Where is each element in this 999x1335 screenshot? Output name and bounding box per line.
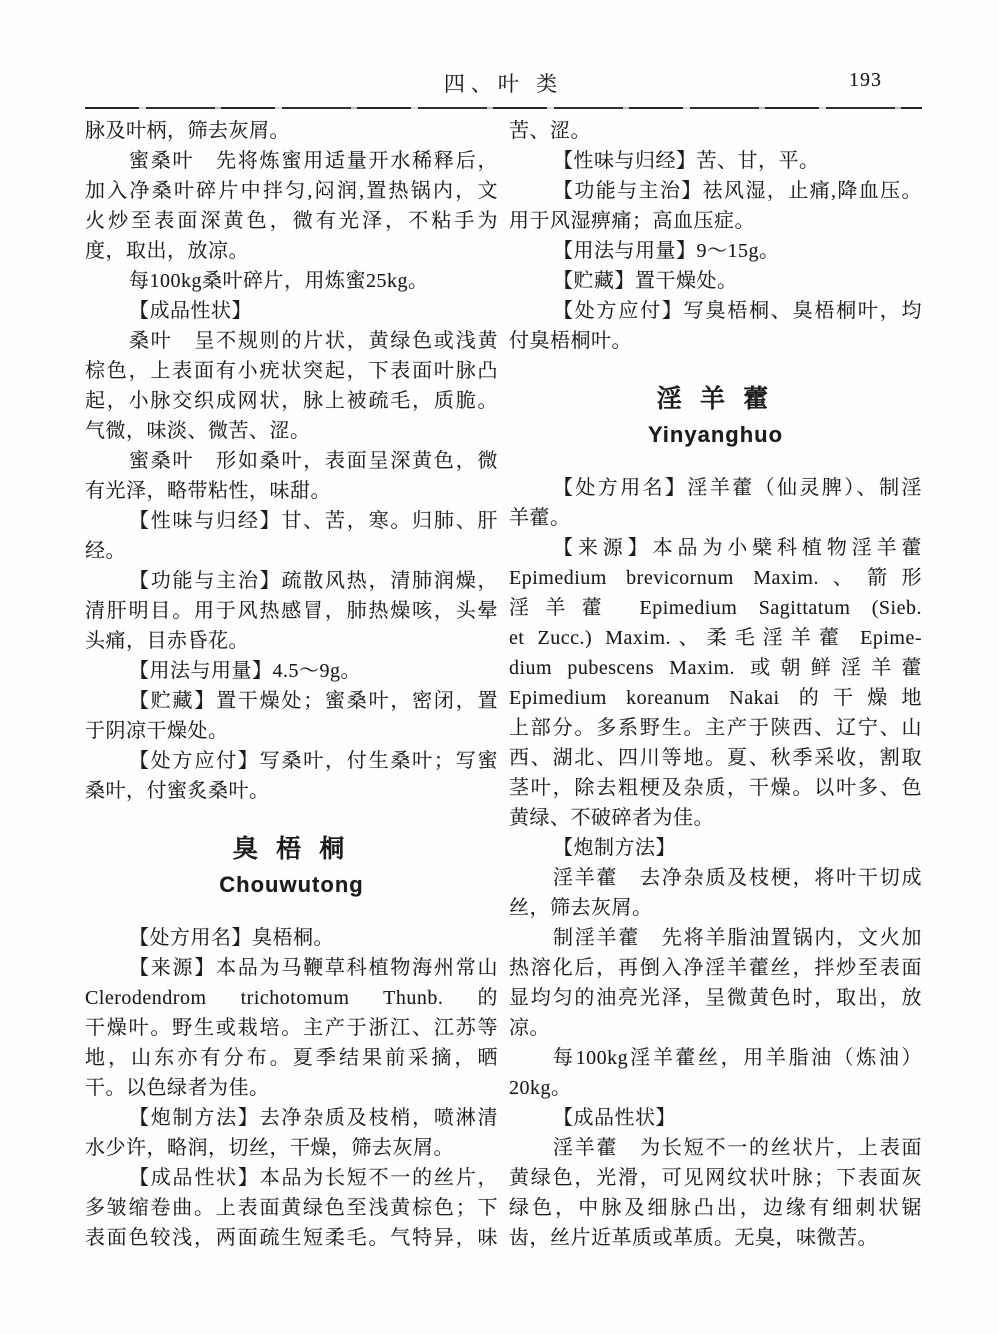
text-line: 臭 梧 桐 <box>232 836 351 863</box>
text-line: 苦、涩。 <box>509 120 591 142</box>
text-line: 羊藿。 <box>509 507 571 529</box>
text-line: 蜜桑叶 形如桑叶，表面呈深黄色，微 <box>129 450 498 472</box>
text-line: 【炮制方法】 <box>553 837 676 859</box>
text-line: 水少许，略润，切丝，干燥，筛去灰屑。 <box>85 1137 454 1159</box>
text-line: 清肝明目。用于风热感冒，肺热燥咳，头晕 <box>85 600 498 622</box>
text-line: 淫羊藿 为长短不一的丝状片，上表面 <box>553 1137 922 1159</box>
text-line: 桑叶 呈不规则的片状，黄绿色或浅黄 <box>129 330 498 352</box>
text-line: 蜜桑叶 先将炼蜜用适量开水稀释后， <box>129 150 498 172</box>
text-line: 【成品性状】本品为长短不一的丝片， <box>129 1167 498 1189</box>
text-line: 有光泽，略带粘性，味甜。 <box>85 480 331 502</box>
text-line: 【来源】本品为小檗科植物淫羊藿 <box>553 537 922 559</box>
text-line: Chouwutong <box>219 872 364 897</box>
text-line: 丝，筛去灰屑。 <box>509 897 653 919</box>
text-line: 热溶化后，再倒入净淫羊藿丝，拌炒至表面 <box>509 957 922 979</box>
text-line: 用于风湿痹痛；高血压症。 <box>509 210 755 232</box>
text-line: 头痛，目赤昏花。 <box>85 630 249 652</box>
text-line: 干燥叶。野生或栽培。主产于浙江、江苏等 <box>85 1017 498 1039</box>
text-line: 【功能与主治】疏散风热，清肺润燥， <box>129 570 498 592</box>
right-column <box>509 116 922 1253</box>
text-line: 【处方应付】写桑叶，付生桑叶；写蜜 <box>129 750 498 772</box>
text-line: 付臭梧桐叶。 <box>509 330 632 352</box>
text-line: 气微，味淡、微苦、涩。 <box>85 420 311 442</box>
text-line: 上部分。多系野生。主产于陕西、辽宁、山 <box>509 717 922 739</box>
text-line: 茎叶，除去粗梗及杂质，干燥。以叶多、色 <box>509 777 922 799</box>
text-line: 【用法与用量】9～15g。 <box>553 240 780 262</box>
text-line: 【性味与归经】甘、苦，寒。归肺、肝 <box>129 510 498 532</box>
text-line: 制淫羊藿 先将羊脂油置锅内，文火加 <box>553 927 922 949</box>
text-line: Epimedium koreanum Nakai 的干燥地 <box>509 687 922 709</box>
text-line: 绿色，中脉及细脉凸出，边缘有细刺状锯 <box>509 1197 922 1219</box>
text-columns <box>85 116 922 1253</box>
text-line: 【成品性状】 <box>129 300 252 322</box>
text-line: 桑叶，付蜜炙桑叶。 <box>85 780 270 802</box>
text-line: 每100kg淫羊藿丝，用羊脂油（炼油） <box>553 1047 922 1069</box>
text-line: dium pubescens Maxim. 或朝鲜淫羊藿 <box>509 657 922 679</box>
text-line: 棕色，上表面有小疣状突起，下表面叶脉凸 <box>85 360 498 382</box>
text-line: 【用法与用量】4.5～9g。 <box>129 660 361 682</box>
text-line: 淫羊藿 去净杂质及枝梗，将叶干切成 <box>553 867 922 889</box>
text-line: 黄绿、不破碎者为佳。 <box>509 807 714 829</box>
text-line: 经。 <box>85 540 126 562</box>
section-title: 四、叶 类 <box>443 72 564 96</box>
text-line: 加入净桑叶碎片中拌匀,闷润,置热锅内，文 <box>85 180 498 202</box>
text-line: 起，小脉交织成网状，脉上被疏毛，质脆。 <box>85 390 498 412</box>
text-line: 火炒至表面深黄色，微有光泽，不粘手为 <box>85 210 498 232</box>
text-line: 表面色较浅，两面疏生短柔毛。气特异，味 <box>85 1227 498 1249</box>
text-line: 【成品性状】 <box>553 1107 676 1129</box>
header-rule <box>85 107 922 109</box>
text-line: 【处方用名】淫羊藿（仙灵脾）、制淫 <box>553 477 922 499</box>
text-line: 于阴凉干燥处。 <box>85 720 229 742</box>
text-line: 干。以色绿者为佳。 <box>85 1077 270 1099</box>
text-line: 多皱缩卷曲。上表面黄绿色至浅黄棕色；下 <box>85 1197 498 1219</box>
text-line: 【处方应付】写臭梧桐、臭梧桐叶，均 <box>553 300 922 322</box>
text-line: Yinyanghuo <box>647 422 784 447</box>
text-line: 西、湖北、四川等地。夏、秋季采收，割取 <box>509 747 922 769</box>
text-line: 【来源】本品为马鞭草科植物海州常山 <box>129 957 498 979</box>
text-line: 显均匀的油亮光泽，呈微黄色时，取出，放 <box>509 987 922 1009</box>
text-line: 脉及叶柄，筛去灰屑。 <box>85 120 290 142</box>
text-line: et Zucc.) Maxim.、柔毛淫羊藿 Epime- <box>509 627 922 649</box>
text-line: 【炮制方法】去净杂质及枝梢，喷淋清 <box>129 1107 498 1129</box>
left-column <box>85 116 498 1253</box>
text-line: 淫 羊 藿 <box>656 386 775 413</box>
text-line: 凉。 <box>509 1017 550 1039</box>
page-number: 193 <box>849 69 882 91</box>
text-line: Clerodendrom trichotomum Thunb. 的 <box>85 987 498 1009</box>
text-line: 【贮藏】置干燥处；蜜桑叶，密闭，置 <box>129 690 498 712</box>
text-line: 每100kg桑叶碎片，用炼蜜25kg。 <box>129 270 429 292</box>
text-line: 【性味与归经】苦、甘，平。 <box>553 150 820 172</box>
text-line: 黄绿色，光滑，可见网纹状叶脉；下表面灰 <box>509 1167 922 1189</box>
text-line: 20kg。 <box>509 1077 572 1099</box>
text-line: 【贮藏】置干燥处。 <box>553 270 738 292</box>
text-line: 度，取出，放凉。 <box>85 240 249 262</box>
text-line: Epimedium brevicornum Maxim.、箭形 <box>509 567 922 589</box>
text-line: 淫羊藿 Epimedium Sagittatum (Sieb. <box>509 597 922 619</box>
text-line: 地，山东亦有分布。夏季结果前采摘，晒 <box>85 1047 498 1069</box>
text-line: 齿，丝片近革质或革质。无臭，味微苦。 <box>509 1227 878 1249</box>
page-header <box>85 68 922 98</box>
text-line: 【功能与主治】祛风湿，止痛,降血压。 <box>553 180 922 202</box>
text-line: 【处方用名】臭梧桐。 <box>129 927 334 949</box>
